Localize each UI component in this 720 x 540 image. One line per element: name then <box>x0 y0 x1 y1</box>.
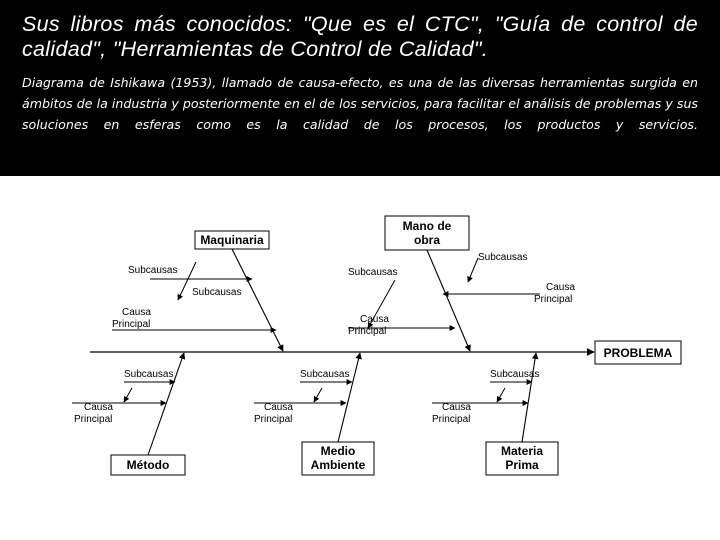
label-causa: Causa <box>442 402 471 413</box>
title-banner <box>0 0 720 176</box>
category-label: Medio <box>320 444 356 458</box>
label-subcausas: Subcausas <box>490 369 540 380</box>
label-principal: Principal <box>534 294 573 305</box>
arrow-subcausa-diagonal <box>124 388 132 402</box>
ishikawa-diagram <box>0 176 720 540</box>
label-principal: Principal <box>348 326 387 337</box>
category-maquinaria <box>195 231 269 249</box>
arrow-subcausa-diagonal <box>468 258 478 282</box>
label-subcausas: Subcausas <box>124 369 174 380</box>
label-causa: Causa <box>264 402 293 413</box>
label-subcausas: Subcausas <box>300 369 350 380</box>
category-label: obra <box>413 233 441 247</box>
label-subcausas: Subcausas <box>348 267 398 278</box>
category-label: Mano de <box>402 219 452 233</box>
category-label: Método <box>126 458 170 472</box>
slide-headline: Sus libros más conocidos: "Que es el CTC", "Guía de control de calidad", "Herramientas de Control de Calidad". <box>22 12 698 61</box>
label-causa: Causa <box>122 307 151 318</box>
category-materia-prima <box>486 442 558 475</box>
category-medio-ambiente <box>302 442 374 475</box>
effect-box <box>595 341 681 364</box>
arrow-subcausa-diagonal <box>497 388 505 402</box>
label-principal: Principal <box>254 414 293 425</box>
label-principal: Principal <box>74 414 113 425</box>
category-mano-de-obra <box>385 216 469 250</box>
bone-mano-de-obra <box>427 250 470 351</box>
label-principal: Principal <box>112 319 151 330</box>
label-causa: Causa <box>546 282 575 293</box>
bone-medio-ambiente <box>338 353 360 442</box>
label-causa: Causa <box>84 402 113 413</box>
category-label: Maquinaria <box>200 233 264 247</box>
bone-maquinaria <box>232 249 283 351</box>
label-causa: Causa <box>360 314 389 325</box>
category-metodo <box>111 455 185 475</box>
label-subcausas: Subcausas <box>128 265 178 276</box>
effect-label: PROBLEMA <box>603 346 673 360</box>
category-label: Materia <box>500 444 544 458</box>
label-subcausas: Subcausas <box>192 287 242 298</box>
label-principal: Principal <box>432 414 471 425</box>
label-subcausas: Subcausas <box>478 252 528 263</box>
category-label: Prima <box>505 458 539 472</box>
bone-materia-prima <box>522 353 536 442</box>
arrow-subcausa-diagonal <box>314 388 322 402</box>
category-label: Ambiente <box>310 458 366 472</box>
slide-description: Diagrama de Ishikawa (1953), llamado de causa-efecto, es una de las diversas herramientas surgida en ámbitos de la industria y posteriormente en el de los servicios, para facilitar el análisis de problemas y sus soluciones en esferas como es la calidad de los procesos, los productos y servicios. <box>22 75 698 132</box>
